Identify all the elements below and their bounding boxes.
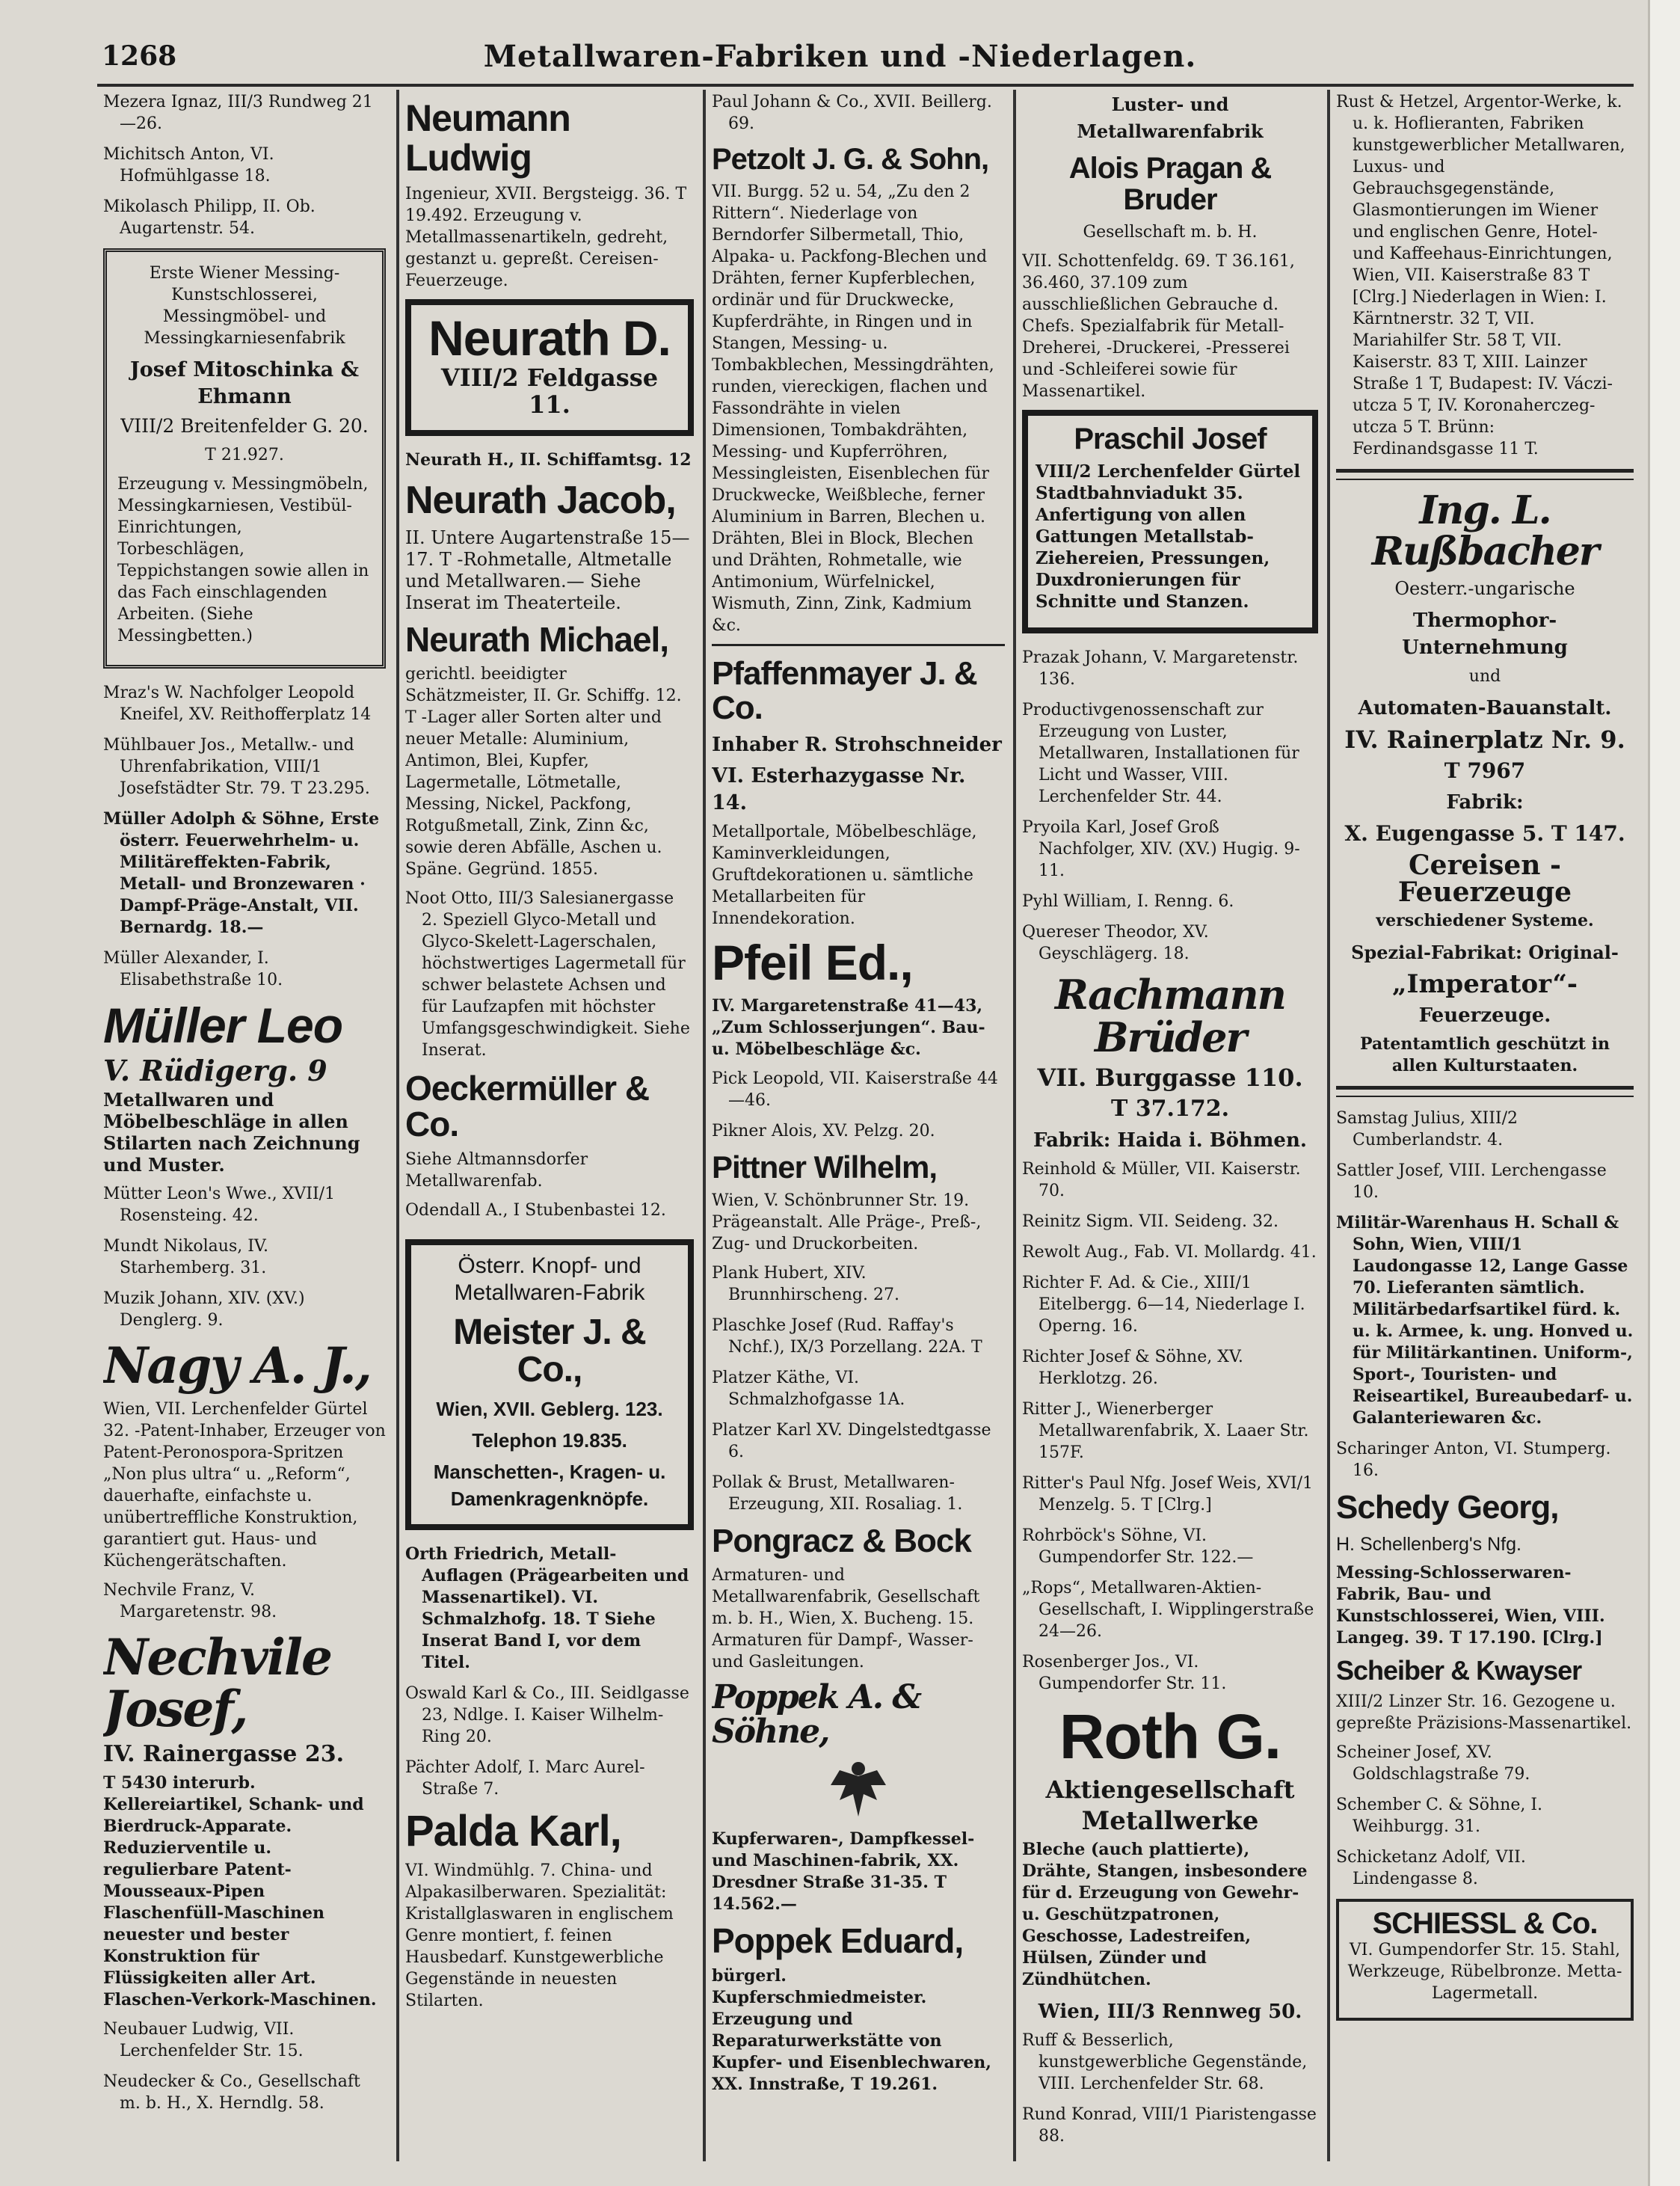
entry-rosenberger: Rosenberger Jos., VI. Gumpendorfer Str. 11. <box>1022 1653 1227 1694</box>
ad-neurath-d <box>405 299 694 436</box>
entry-ruff: Ruff & Besserlich, kunstgewerbliche Gegenstände, VIII. Lerchenfelder Str. 68. <box>1022 2030 1308 2093</box>
ad-pfeil <box>712 937 1005 1060</box>
column-divider <box>1327 90 1330 2161</box>
ad-petzolt-body: VII. Burgg. 52 u. 54, „Zu den 2 Rittern“. Niederlage von Berndorfer Silbermetall, Thio, Alpaka- u. Packfong-Blechen und Drähten, ferner Kupferblechen, ordinär und für Druckwecke, Kupferdrähte, in Ringen und in Stangen, Messing- u. Tombakblechen, Messingdrähten, runden, viereckigen, flachen und Fassondrähte in vielen Dimensionen, Tombakdrähten, Messing- und Kupferröhren, Messingleisten, Eisenblechen für Druckwecke, Weißbleche, ferner Aluminium in Barren, Blechen u. Drähten, Blei in Block, Blechen und Drähten, Rohmetalle, wie Antimonium, Würfelnickel, Wismuth, Zinn, Zink, Kadmium &c. <box>712 182 994 635</box>
ad-palda-name: Palda Karl, <box>405 1806 621 1855</box>
ad-pragan <box>1022 153 1318 402</box>
entry-rust: Rust & Hetzel, Argentor-Werke, k. u. k. Hoflieranten, Fabriken kunstgewerblicher Metallwaren, Luxus- und Gebrauchsgegenstände, Glasmontierungen im Wiener und englischen Genre, Hotel- und Kaffeehaus-Einrichtungen, Wien, VII. Kaiserstraße 83 T [Clrg.] Niederlagen in Wien: I. Kärntnerstr. 32 T, VII. Mariahilfer Str. 58 T, VII. Kaiserstr. 83 T, XIII. Lainzer Straße 1 T, Budapest: IV. Váczi-utcza 5 T, IV. Koronaherczeg-utcza 5 T. Brünn: Ferdinandsgasse 11 T. <box>1336 93 1625 458</box>
ad-pragan-name: Alois Pragan & Bruder <box>1068 152 1272 216</box>
ad-meister <box>405 1239 694 1530</box>
entry-samstag: Samstag Julius, XIII/2 Cumberlandstr. 4. <box>1336 1109 1519 1150</box>
entry-pryoila: Pryoila Karl, Josef Groß Nachfolger, XIV. (XV.) Hugig. 9-11. <box>1022 818 1300 880</box>
ad-russbacher-name: Ing. L. Rußbacher <box>1371 488 1599 574</box>
ad-nechvile-josef-body: T 5430 interurb. Kellereiartikel, Schank- und Bierdruck-Apparate. Reduzierventile u. regulierbare Patent-Mousseaux-Pipen Flaschenfüll-Maschinen neuester und bester Konstruktion für Flüssigkeiten aller Art. Flaschen-Verkork-Maschinen. <box>103 1773 377 2010</box>
entry-schicketanz: Schicketanz Adolf, VII. Lindengasse 8. <box>1336 1848 1526 1889</box>
entry-rewolt: Rewolt Aug., Fab. VI. Mollardg. 41. <box>1022 1243 1317 1262</box>
ad-mitoschinka-line1: Erste Wiener Messing-Kunstschlosserei, Messingmöbel- und Messingkarniesenfabrik <box>144 264 345 348</box>
ad-russbacher-line2: Thermophor-Unternehmung <box>1402 610 1568 660</box>
entry-reinitz: Reinitz Sigm. VII. Seideng. 32. <box>1022 1212 1279 1232</box>
ad-neurath-michael-name: Neurath Michael, <box>405 619 669 659</box>
ad-neurath-jacob <box>405 480 694 614</box>
page-number: 1268 <box>102 40 177 72</box>
ad-meister-addr: Wien, XVII. Geblerg. 123. <box>436 1397 663 1420</box>
ad-scheiber <box>1336 1657 1634 1734</box>
ad-neurath-jacob-name: Neurath Jacob, <box>405 479 676 523</box>
ad-neumann-body: Ingenieur, XVII. Bergsteigg. 36. T 19.492. Erzeugung v. Metallmassenartikeln, gedreht, gestanzt u. gepreßt. Cereisen-Feuerzeuge. <box>405 185 687 290</box>
ad-russbacher <box>1336 488 1634 1077</box>
ad-pittner <box>712 1151 1005 1255</box>
ad-meister-name: Meister J. & Co., <box>453 1312 646 1390</box>
ad-neurath-d-addr: VIII/2 Feldgasse 11. <box>440 363 659 420</box>
ad-pongracz <box>712 1524 1005 1673</box>
ad-russbacher-systeme: verschiedener Systeme. <box>1376 911 1594 931</box>
entry-paul: Paul Johann & Co., XVII. Beillerg. 69. <box>712 93 992 133</box>
ad-russbacher-imperator: „Imperator“- <box>1392 969 1578 1000</box>
ad-pittner-body: Wien, V. Schönbrunner Str. 19. Prägeanstalt. Alle Präge-, Preß-, Zug- und Druckorbeiten. <box>712 1191 982 1253</box>
ad-pfaffenmayer-owner: Inhaber R. Strohschneider <box>712 734 1002 757</box>
ad-oeckermueller-name: Oeckermüller & Co. <box>405 1069 650 1144</box>
entry-pick: Pick Leopold, VII. Kaiserstraße 44—46. <box>712 1069 998 1110</box>
ad-palda <box>405 1806 694 2012</box>
ad-poppek-eduard-name: Poppek Eduard, <box>712 1921 964 1961</box>
ad-russbacher-fabrik-addr: X. Eugengasse 5. T 147. <box>1344 821 1625 847</box>
ad-russbacher-spezial: Spezial-Fabrikat: Original- <box>1351 942 1619 964</box>
entry-schember: Schember C. & Söhne, I. Weihburgg. 31. <box>1336 1796 1543 1837</box>
ad-pittner-name: Pittner Wilhelm, <box>712 1149 937 1185</box>
ad-pongracz-body: Armaturen- und Metallwarenfabrik, Gesellschaft m. b. H., Wien, X. Bucheng. 15. Armaturen für Dampf-, Wasser- und Gasleitungen. <box>712 1565 980 1671</box>
ad-oeckermueller-body: Siehe Altmannsdorfer Metallwarenfab. <box>405 1149 588 1191</box>
ad-pfeil-body: IV. Margaretenstraße 41—43, „Zum Schlosserjungen“. Bau- u. Möbelbeschläge &c. <box>712 995 985 1059</box>
entry-platzer-kaethe: Platzer Käthe, VI. Schmalzhofgasse 1A. <box>712 1368 905 1409</box>
entry-mundt: Mundt Nikolaus, IV. Starhemberg. 31. <box>103 1237 268 1278</box>
entry-mueller-adolph: Müller Adolph & Söhne, Erste österr. Feuerwehrhelm- u. Militäreffekten-Fabrik, Metall- und Bronzewaren · Dampf-Präge-Anstalt, VII. Bernardg. 18.— <box>103 809 380 937</box>
ad-mitoschinka <box>103 248 386 669</box>
ad-schiessl-name: SCHIESSL & Co. <box>1372 1907 1598 1941</box>
entry-nechvile-franz: Nechvile Franz, V. Margaretenstr. 98. <box>103 1580 277 1621</box>
ad-roth-sub: Aktiengesellschaft <box>1045 1775 1295 1804</box>
ad-neumann <box>405 99 694 292</box>
ad-schedy <box>1336 1490 1634 1649</box>
ad-pragan-body: VII. Schottenfeldg. 69. T 36.161, 36.460, 37.109 zum ausschließlichen Gebrauche d. Chefs. Spezialfabrik für Metall-Dreherei, -Druckerei, -Presserei und -Schleiferei sowie für Massenartikel. <box>1022 252 1295 401</box>
ad-praschil <box>1022 410 1318 633</box>
entry-prazak: Prazak Johann, V. Margaretenstr. 136. <box>1022 648 1299 689</box>
entry-quereser: Quereser Theodor, XV. Geyschlägerg. 18. <box>1022 923 1209 963</box>
ad-oeckermueller <box>405 1070 694 1192</box>
ad-mitoschinka-tel: T 21.927. <box>205 446 284 464</box>
entry-mueller-alexander: Müller Alexander, I. Elisabethstraße 10. <box>103 949 283 989</box>
ad-schedy-sub: H. Schellenberg's Nfg. <box>1336 1534 1521 1556</box>
ad-scheiber-name: Scheiber & Kwayser <box>1336 1655 1582 1686</box>
ad-neumann-name: Neumann Ludwig <box>405 97 570 179</box>
ad-roth-sub2: Metallwerke <box>1081 1805 1259 1836</box>
ad-russbacher-feuerzeuge: Feuerzeuge. <box>1418 1004 1551 1028</box>
ad-russbacher-tel: T 7967 <box>1444 758 1526 784</box>
column-divider <box>396 90 399 2161</box>
entry-ritters: Ritter's Paul Nfg. Josef Weis, XVI/1 Menzelg. 5. T [Clrg.] <box>1022 1474 1314 1515</box>
ad-pfaffenmayer <box>712 657 1005 930</box>
entry-pyhl: Pyhl William, I. Renng. 6. <box>1022 892 1234 911</box>
ad-russbacher-addr: IV. Rainerplatz Nr. 9. <box>1344 725 1625 755</box>
ad-poppek-a <box>712 1677 1005 1915</box>
ad-russbacher-line1: Oesterr.-ungarische <box>1394 578 1575 600</box>
entry-paechter: Pächter Adolf, I. Marc Aurel-Straße 7. <box>405 1757 645 1799</box>
entry-platzer-karl: Platzer Karl XV. Dingelstedtgasse 6. <box>712 1420 991 1461</box>
ad-schiessl <box>1336 1899 1634 2021</box>
entry-rund: Rund Konrad, VIII/1 Piaristengasse 88. <box>1022 2104 1317 2146</box>
header-rule <box>97 84 1634 87</box>
entry-militaer: Militär-Warenhaus H. Schall & Sohn, Wien, VIII/1 Laudongasse 12, Lange Gasse 70. Lieferanten sämtlich. Militärbedarfsartikel fürd. k. u. k. Armee, k. ung. Honved u. für Militärkantinen. Uniform-, Sport-, Touristen- und Reiseartikel, Bureaubedarf- u. Galanteriewaren &c. <box>1336 1213 1634 1428</box>
divider <box>712 644 1005 646</box>
entry-odendall: Odendall A., I Stubenbastei 12. <box>405 1200 666 1220</box>
entry-noot: Noot Otto, III/3 Salesianergasse 2. Speziell Glyco-Metall und Glyco-Skelett-Lagerschalen, höchstwertiges Lagermetall für schwer belastete Achsen und für Laufzapfen mit höchster Umfangsgeschwindigkeit. Siehe Inserat. <box>405 889 690 1060</box>
ad-meister-body: Manschetten-, Kragen- u. Damenkragenknöpfe. <box>433 1460 666 1510</box>
column-5 <box>1336 91 1634 2170</box>
entry-ritter-j: Ritter J., Wienerberger Metallwarenfabrik, X. Laaer Str. 157F. <box>1022 1400 1309 1463</box>
column-divider <box>703 90 706 2161</box>
eagle-emblem-icon <box>712 1755 1005 1826</box>
column-4 <box>1022 91 1318 2170</box>
ad-roth-name: Roth G. <box>1059 1701 1281 1772</box>
ad-praschil-body: VIII/2 Lerchenfelder Gürtel Stadtbahnviadukt 35. Anfertigung von allen Gattungen Metallstab-Ziehereien, Pressungen, Duxdronierungen für Schnitte und Stanzen. <box>1036 461 1301 612</box>
ad-pfaffenmayer-addr: VI. Esterhazygasse Nr. 14. <box>712 764 966 815</box>
running-title: Metallwaren-Fabriken und -Niederlagen. <box>483 39 1197 74</box>
ad-mueller-leo-body: Metallwaren und Möbelbeschläge in allen Stilarten nach Zeichnung und Muster. <box>103 1089 360 1176</box>
column-2 <box>405 91 694 2170</box>
page-edge <box>1648 0 1680 2186</box>
divider <box>1336 469 1634 480</box>
ad-meister-line1: Österr. Knopf- und Metallwaren-Fabrik <box>454 1253 645 1305</box>
entry-pollak: Pollak & Brust, Metallwaren-Erzeugung, XII. Rosaliag. 1. <box>712 1473 963 1514</box>
entry-richter-josef: Richter Josef & Söhne, XV. Herklotzg. 26. <box>1022 1348 1243 1389</box>
entry-sattler: Sattler Josef, VIII. Lerchengasse 10. <box>1336 1161 1607 1203</box>
column-1 <box>103 91 386 2170</box>
ad-neurath-michael <box>405 621 694 880</box>
ad-rachmann <box>1022 971 1318 1154</box>
entry-scheiner: Scheiner Josef, XV. Goldschlagstraße 79. <box>1336 1743 1530 1784</box>
ad-schedy-body: Messing-Schlosserwaren-Fabrik, Bau- und Kunstschlosserei, Wien, VIII. Langeg. 39. T 17.190. [Clrg.] <box>1336 1563 1605 1648</box>
ad-poppek-eduard-body: bürgerl. Kupferschmiedmeister. Erzeugung und Reparaturwerkstätte von Kupfer- und Eisenblechwaren, XX. Innstraße, T 19.261. <box>712 1965 991 2094</box>
ad-mitoschinka-addr: VIII/2 Breitenfelder G. 20. <box>120 415 369 437</box>
divider <box>1336 1086 1634 1097</box>
entry-pikner: Pikner Alois, XV. Pelzg. 20. <box>712 1121 935 1140</box>
ad-russbacher-line4: Automaten-Bauanstalt. <box>1358 697 1612 720</box>
entry-rops: „Rops“, Metallwaren-Aktien-Gesellschaft, I. Wipplingerstraße 24—26. <box>1022 1579 1314 1642</box>
entry-productiv: Productivgenossenschaft zur Erzeugung von Luster, Metallwaren, Installationen für Licht und Wasser, VIII. Lerchenfelder Str. 44. <box>1022 701 1299 806</box>
ad-neurath-jacob-body: II. Untere Augartenstraße 15—17. T -Rohmetalle, Altmetalle und Metallwaren.— Siehe Inserat im Theaterteile. <box>405 526 690 613</box>
ad-neurath-d-name: Neurath D. <box>428 310 671 366</box>
ad-russbacher-fabrik-label: Fabrik: <box>1446 791 1524 814</box>
ad-poppek-eduard <box>712 1923 1005 2095</box>
luster-heading: Luster- und Metallwarenfabrik <box>1077 93 1264 142</box>
ad-rachmann-name: Rachmann Brüder <box>1055 971 1285 1061</box>
ad-mitoschinka-body: Erzeugung v. Messingmöbeln, Messingkarniesen, Vestibül-Einrichtungen, Torbeschlägen, Teppichstangen sowie allen in das Fach einschlagenden Arbeiten. (Siehe Messingbetten.) <box>117 475 369 645</box>
ad-schiessl-body: VI. Gumpendorfer Str. 15. Stahl, Werkzeuge, Rübelbronze. Metta-Lagermetall. <box>1347 1941 1622 2004</box>
ad-roth <box>1022 1701 1318 2024</box>
ad-mitoschinka-name: Josef Mitoschinka & Ehmann <box>130 358 359 408</box>
ad-pongracz-name: Pongracz & Bock <box>712 1522 971 1559</box>
column-divider <box>1013 90 1016 2161</box>
ad-scheiber-body: XIII/2 Linzer Str. 16. Gezogene u. gepreßte Präzisions-Massenartikel. <box>1336 1692 1632 1734</box>
ad-roth-addr: Wien, III/3 Rennweg 50. <box>1038 2000 1302 2023</box>
ad-nagy-name: Nagy A. J., <box>103 1336 371 1396</box>
entry-reinhold: Reinhold & Müller, VII. Kaiserstr. 70. <box>1022 1160 1301 1201</box>
ad-pfeil-name: Pfeil Ed., <box>712 935 913 991</box>
ad-palda-body: VI. Windmühlg. 7. China- und Alpakasilberwaren. Spezialität: Kristallglaswaren in englischem Genre montiert, f. feinen Hausbedarf. Kunstgewerbliche Gegenstände in neuesten Stilarten. <box>405 1861 674 2011</box>
ad-russbacher-cereisen: Cereisen - Feuerzeuge <box>1397 850 1572 909</box>
entry-michitsch: Michitsch Anton, VI. Hofmühlgasse 18. <box>103 145 274 185</box>
entry-muzik: Muzik Johann, XIV. (XV.) Denglerg. 9. <box>103 1289 305 1330</box>
ad-nechvile-josef <box>103 1627 386 2012</box>
ad-nagy <box>103 1336 386 1571</box>
entry-neubauer: Neubauer Ludwig, VII. Lerchenfelder Str. 15. <box>103 2020 304 2061</box>
entry-plank: Plank Hubert, XIV. Brunnhirscheng. 27. <box>712 1263 899 1304</box>
entry-neurath-h: Neurath H., II. Schiffamtsg. 12 <box>405 450 692 470</box>
entry-neudecker: Neudecker & Co., Gesellschaft m. b. H., X. Herndlg. 58. <box>103 2072 360 2113</box>
ad-nechvile-josef-name: Nechvile Josef, <box>103 1627 331 1738</box>
entry-rohrboeck: Rohrböck's Söhne, VI. Gumpendorfer Str. 122.— <box>1022 1526 1254 1568</box>
ad-rachmann-addr: VII. Burggasse 110. <box>1037 1063 1303 1093</box>
entry-mraz: Mraz's W. Nachfolger Leopold Kneifel, XV. Reithofferplatz 14 <box>103 684 372 724</box>
ad-poppek-a-name: Poppek A. & Söhne, <box>712 1677 921 1751</box>
ad-russbacher-patent: Patentamtlich geschützt in allen Kulturstaaten. <box>1360 1034 1610 1076</box>
ad-pragan-sub: Gesellschaft m. b. H. <box>1083 223 1258 242</box>
ad-praschil-name: Praschil Josef <box>1074 423 1267 455</box>
entry-scharinger: Scharinger Anton, VI. Stumperg. 16. <box>1336 1440 1611 1481</box>
entry-mezera: Mezera Ignaz, III/3 Rundweg 21—26. <box>103 93 373 133</box>
ad-meister-tel: Telephon 19.835. <box>472 1428 627 1452</box>
ad-neurath-michael-body: gerichtl. beeidigter Schätzmeister, II. Gr. Schiffg. 12. T -Lager aller Sorten alter und neuer Metalle: Aluminium, Antimon, Blei, Kupfer, Lagermetalle, Lötmetalle, Messing, Nickel, Packfong, Rotgußmetall, Zink, Zinn &c, sowie deren Abfälle, Aschen u. Späne. Gegründ. 1855. <box>405 665 682 879</box>
entry-richter-f: Richter F. Ad. & Cie., XIII/1 Eitelbergg. 6—14, Niederlage I. Operng. 16. <box>1022 1274 1305 1336</box>
column-3 <box>712 91 1005 2170</box>
ad-roth-body: Bleche (auch plattierte), Drähte, Stangen, insbesondere für d. Erzeugung von Gewehr- u. Geschützpatronen, Geschosse, Ladestreifen, Hülsen, Zünder und Zündhütchen. <box>1022 1839 1308 1989</box>
ad-pfaffenmayer-body: Metallportale, Möbelbeschläge, Kaminverkleidungen, Gruftdekorationen u. sämtliche Metallarbeiten für Innendekoration. <box>712 823 977 929</box>
ad-rachmann-tel: T 37.172. <box>1110 1096 1230 1123</box>
ad-mueller-leo-name: Müller Leo <box>103 998 343 1053</box>
ad-petzolt-name: Petzolt J. G. & Sohn, <box>712 143 989 176</box>
ad-petzolt <box>712 144 1005 636</box>
entry-mikolasch: Mikolasch Philipp, II. Ob. Augartenstr. 54. <box>103 197 316 238</box>
entry-muetter: Mütter Leon's Wwe., XVII/1 Rosensteing. 42. <box>103 1185 336 1226</box>
entry-orth: Orth Friedrich, Metall-Auflagen (Prägearbeiten und Massenartikel). VI. Schmalzhofg. 18. T Siehe Inserat Band I, vor dem Titel. <box>405 1544 689 1672</box>
ad-pfaffenmayer-name: Pfaffenmayer J. & Co. <box>712 655 977 727</box>
ad-russbacher-line3: und <box>1468 667 1501 687</box>
entry-plaschke: Plaschke Josef (Rud. Raffay's Nchf.), IX/3 Porzellang. 22A. T <box>712 1315 982 1357</box>
ad-rachmann-fabrik: Fabrik: Haida i. Böhmen. <box>1033 1129 1307 1152</box>
entry-muehlbauer: Mühlbauer Jos., Metallw.- und Uhrenfabrikation, VIII/1 Josefstädter Str. 79. T 23.295. <box>103 736 370 798</box>
ad-nechvile-josef-addr: IV. Rainergasse 23. <box>103 1741 345 1768</box>
ad-mueller-leo <box>103 1000 386 1176</box>
ad-nagy-body: Wien, VII. Lerchenfelder Gürtel 32. -Patent-Inhaber, Erzeuger von Patent-Peronospora-Spritzen „Non plus ultra“ u. „Reform“, dauerhafte, einfachste u. unübertreffliche Konstruktion, garantiert gut. Haus- und Küchengerätschaften. <box>103 1399 386 1571</box>
ad-poppek-a-body: Kupferwaren-, Dampfkessel- und Maschinen-fabrik, XX. Dresdner Straße 31-35. T 14.562.— <box>712 1829 975 1915</box>
entry-oswald: Oswald Karl & Co., III. Seidlgasse 23, Ndlge. I. Kaiser Wilhelm-Ring 20. <box>405 1683 689 1746</box>
ad-schedy-name: Schedy Georg, <box>1336 1489 1559 1526</box>
ad-mueller-leo-addr: V. Rüdigerg. 9 <box>103 1054 327 1088</box>
